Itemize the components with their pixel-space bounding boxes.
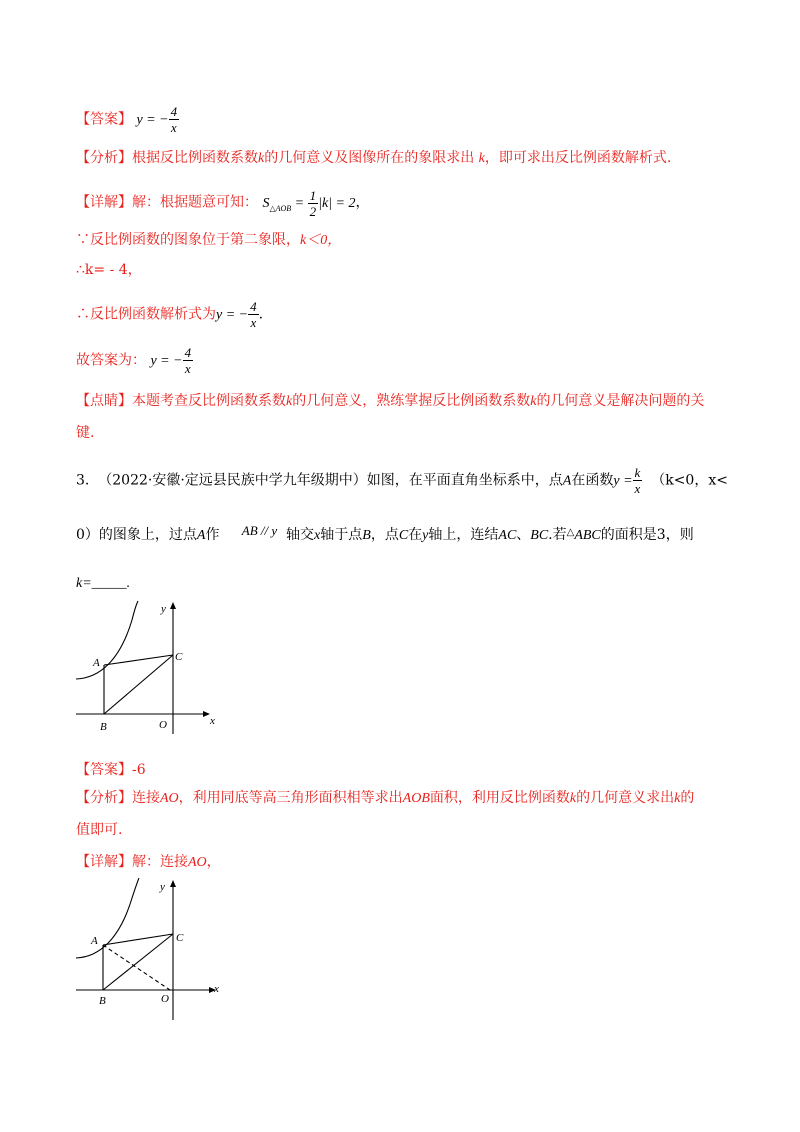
x-axis-arrow [203,711,210,717]
y-axis-arrow [170,602,176,609]
analysis-line-2: 【分析】连接AO，利用同底等高三角形面积相等求出AOB面积，利用反比例函数k的几何意义求出k的 [76,790,695,806]
question-function: y = [613,473,633,489]
label-b: B [99,995,106,1007]
y-axis-arrow [170,880,176,887]
analysis-line-1: 【分析】根据反比例函数系数k的几何意义及图像所在的象限求出 k，即可求出反比例函数解析式. [76,150,672,166]
detail-line-1: 【详解】解：根据题意可知： $S_{\triangle AOB}$ = $\frac{1}{2}$ |k| = 2， [76,188,370,219]
question-3-line-1: 3. （2022·安徽·定远县民族中学九年级期中）如图，在平面直角坐标系中，点A在函数y = $\frac{k}{x}$ （k<0，x< [76,465,728,496]
answer-fraction: $\frac{4}{x}$ [170,104,178,135]
label-b: B [100,721,107,733]
final-answer-line: 故答案为： y = − $\frac{4}{x}$ [76,345,192,376]
analysis-tag: 【分析】 [76,790,132,806]
answer-line-2 [76,760,146,780]
answer-tag: 【答案】 [76,111,132,128]
label-o: O [159,719,167,731]
answer-tag: 【答案】 [76,762,132,778]
question-3-line-3: k=_____. [76,576,131,591]
label-a: A [91,935,98,947]
label-a: A [93,657,100,669]
step-line-2: ∴k= - 4， [76,262,142,278]
comment-line-1: 【点睛】本题考查反比例函数系数k的几何意义，熟练掌握反比例函数系数k的几何意义是解决问题的关 [76,393,705,409]
analysis-line-2b: 值即可. [76,822,123,838]
detail-tag: 【详解】 [76,854,132,870]
segment-ao-dashed [103,945,170,990]
label-y: y [161,603,166,615]
hyperbola-curve [76,878,139,958]
comment-line-2: 键. [76,425,95,441]
question-number: 3. [76,472,90,489]
label-c: C [176,932,184,944]
figure-1 [70,600,220,740]
segment-bc [103,934,173,990]
step-line-1: ∵反比例函数的图象位于第二象限，k＜0， [76,232,342,248]
analysis-tag: 【分析】 [76,150,132,166]
area-formula: $S_{\triangle AOB}$ = $\frac{1}{2}$ |k| = 2 [262,188,356,219]
label-c: C [175,651,183,663]
label-y: y [160,881,165,893]
hyperbola-curve [76,601,138,679]
label-x: x [210,715,215,727]
label-x: x [214,983,219,995]
question-3-line-2: 0）的图象上，过点A作 AB // y 轴交x轴于点B，点C在y轴上，连结AC、BC.若△ABC的面积是3，则 [76,523,694,543]
detail-tag: 【详解】 [76,194,132,211]
answer-line-1 [76,104,179,135]
answer-value: -6 [132,762,146,778]
comment-tag: 【点睛】 [76,393,132,409]
step-line-3: ∴反比例函数解析式为y = − $\frac{4}{x}$ . [76,299,264,330]
figure-2 [70,878,225,1026]
detail-line-2: 【详解】解：连接AO， [76,854,221,870]
label-o: O [161,993,169,1005]
segment-ac [103,934,173,945]
answer-formula-lhs: y = − [136,112,169,128]
